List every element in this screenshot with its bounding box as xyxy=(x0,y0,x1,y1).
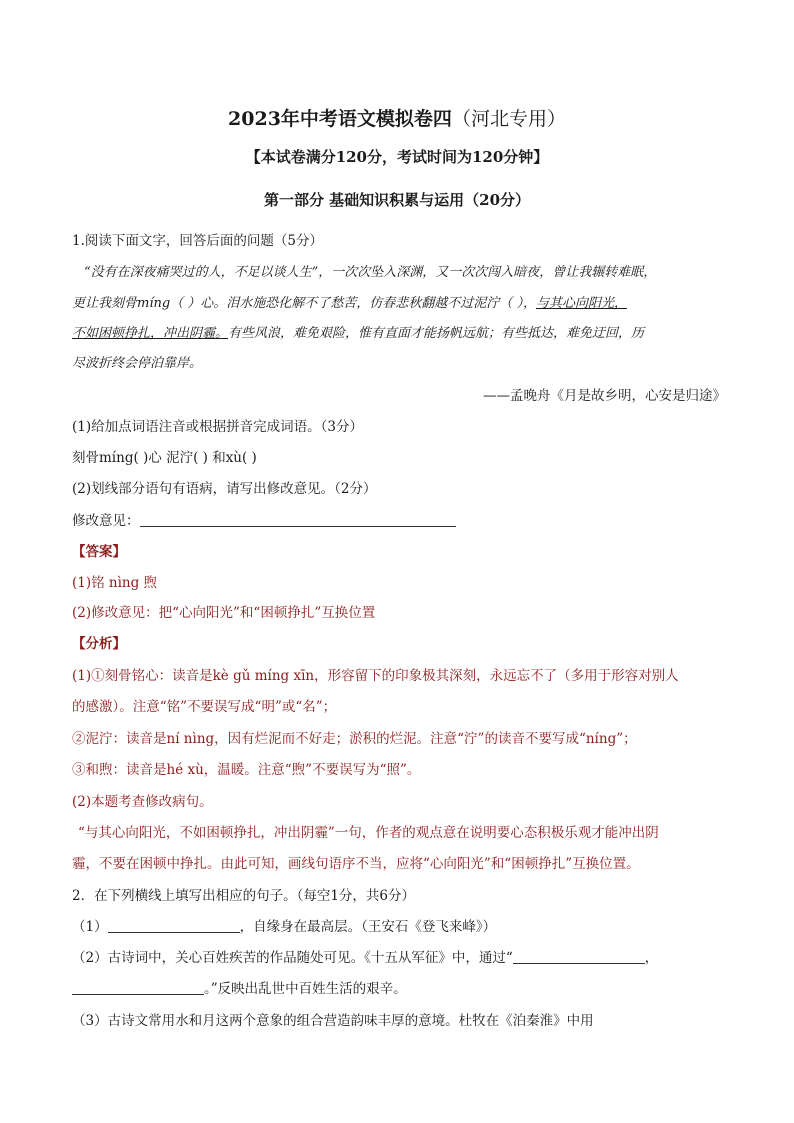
q1-revise-line xyxy=(72,509,456,529)
q1-source: ——孟晚舟《月是故乡明，心安是归途》 xyxy=(483,388,726,404)
exam-subtitle: 【本试卷满分120分，考试时间为120分钟】 xyxy=(245,148,549,166)
q2-stem: 2．在下列横线上填写出相应的句子。（每空1分，共6分） xyxy=(72,888,416,904)
answer-line-1: (1)铭 nìng 煦 xyxy=(72,575,158,591)
analysis-line-6: “与其心向阳光，不如困顿挣扎，冲出阴霾”一句，作者的观点意在说明要心态积极乐观才能冲出阴 xyxy=(78,825,659,841)
q2-item-2-end: 。”反映出乱世中百姓生活的艰辛。 xyxy=(204,981,407,997)
exam-title-main: 2023年中考语文模拟卷四 xyxy=(228,108,452,130)
q2-item-2-text: （2）古诗词中，关心百姓疾苦的作品随处可见。《十五从军征》中，通过“ xyxy=(72,950,513,966)
analysis-line-2: 的感激）。注意“铭”不要误写成“明”或“名”； xyxy=(72,699,337,715)
revise-answer-blank[interactable] xyxy=(140,512,456,527)
q1-underlined-sentence-b: 不如困顿挣扎，冲出阴霾。 xyxy=(72,326,229,341)
q2-item-2-comma: ， xyxy=(644,950,659,966)
q1-passage-text: 更让我刻骨míng（ ）心。泪水施恐化解不了愁苦，仿春悲秋翻越不过泥泞（ ）， xyxy=(72,296,536,311)
analysis-line-4: ③和煦：读音是hé xù，温暖。注意“煦”不要误写为“照”。 xyxy=(72,762,421,778)
q2-item-1-text: ，自缘身在最高层。（王安石《登飞来峰》） xyxy=(239,919,497,935)
q1-passage-line-2 xyxy=(72,292,627,311)
exam-title xyxy=(0,104,794,131)
q2-blank-1[interactable] xyxy=(108,918,240,933)
q2-blank-2[interactable] xyxy=(513,949,645,964)
q2-item-1 xyxy=(72,915,496,935)
q1-sub1: (1)给加点词语注音或根据拼音完成词语。（3分） xyxy=(72,419,363,435)
q1-stem: 1.阅读下面文字，回答后面的问题（5分） xyxy=(72,233,323,249)
q1-sub2: (2)划线部分语句有语病，请写出修改意见。（2分） xyxy=(72,481,377,497)
analysis-line-1: (1)①刻骨铭心：读音是kè gǔ míng xīn，形容留下的印象极其深刻，永远忘不了（多用于形容对别人 xyxy=(72,668,679,684)
q2-item-2-cont xyxy=(72,977,407,997)
q2-item-2 xyxy=(72,946,658,966)
analysis-line-7: 霾，不要在困顿中挣扎。由此可知，画线句语序不当，应将“心向阳光”和“困顿挣扎”互换位置。 xyxy=(72,856,640,872)
exam-title-region: （河北专用） xyxy=(451,108,566,130)
q1-passage-line-3 xyxy=(72,322,644,341)
analysis-line-5: (2)本题考查修改病句。 xyxy=(72,794,213,810)
analysis-line-3: ②泥泞：读音是ní nìng，因有烂泥而不好走；淤积的烂泥。注意“泞”的读音不要写成“níng”； xyxy=(72,731,637,747)
q2-item-3: （3）古诗文常用水和月这两个意象的组合营造韵味丰厚的意境。杜牧在《泊秦淮》中用 xyxy=(72,1013,594,1029)
revise-label: 修改意见： xyxy=(72,513,140,529)
q2-blank-3[interactable] xyxy=(72,980,204,995)
q1-passage-line-1: “没有在深夜痛哭过的人，不足以谈人生”，一次次坠入深渊，又一次次闯入暗夜，曾让我辗转难眠， xyxy=(84,265,657,280)
q1-passage-line-4: 尽波折终会停泊靠岸。 xyxy=(72,356,203,371)
q1-word-items: 刻骨míng( )心 泥泞( ) 和xù( ) xyxy=(72,450,257,466)
part-heading: 第一部分 基础知识积累与运用（20分） xyxy=(263,191,531,209)
q2-item-1-number: （1） xyxy=(72,919,108,935)
analysis-tag: 【分析】 xyxy=(72,636,126,652)
q1-underlined-sentence-a: 与其心向阳光， xyxy=(535,296,627,311)
answer-tag: 【答案】 xyxy=(72,544,126,560)
answer-line-2: (2)修改意见：把“心向阳光”和“困顿挣扎”互换位置 xyxy=(72,605,376,621)
q1-passage-text: 有些风浪，难免艰险，惟有直面才能扬帆远航；有些抵达，难免迂回，历 xyxy=(228,326,645,341)
